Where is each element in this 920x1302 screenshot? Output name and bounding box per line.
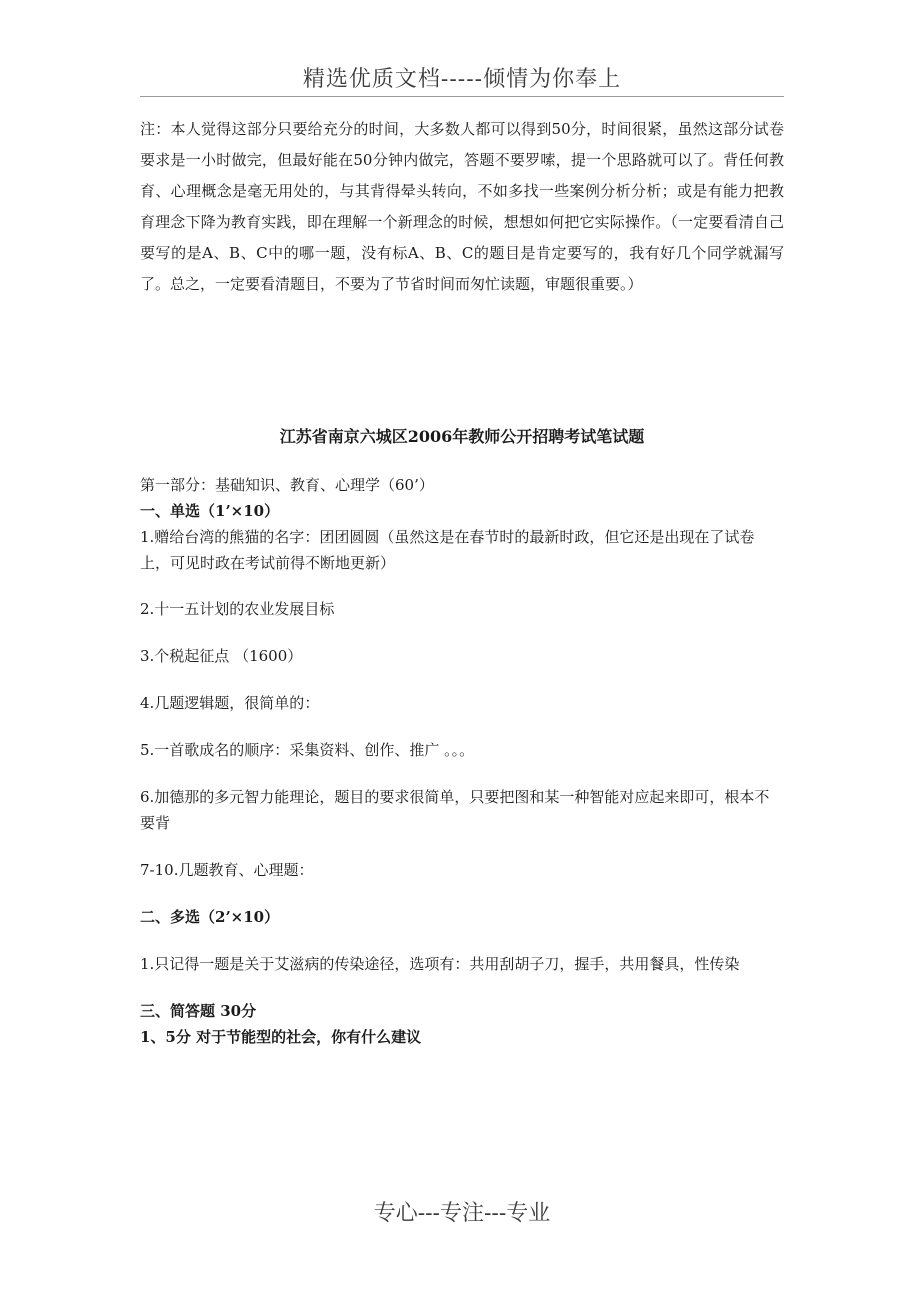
short-answer-1: 1、5分 对于节能型的社会，你有什么建议 xyxy=(140,1028,422,1046)
question-3: 3.个税起征点 （1600） xyxy=(140,647,303,665)
section-multiple-choice: 二、多选（2’×10） xyxy=(140,908,280,926)
note-paragraph: 注：本人觉得这部分只要给充分的时间，大多数人都可以得到50分，时间很紧，虽然这部分试卷要求是一小时做完，但最好能在50分钟内做完，答题不要罗嗦，提一个思路就可以了。背任何教育、心理概念是毫无用处的，与其背得晕头转向，不如多找一些案例分析分析；或是有能力把教育理念下降为教育实践，即在理解一个新理念的时候，想想如何把它实际操作。（一定要看清自己要写的是A、B、C中的哪一题，没有标A、B、C的题目是肯定要写的，我有好几个同学就漏写了。总之，一定要看清题目，不要为了节省时间而匆忙读题，审题很重要。） xyxy=(140,120,784,293)
exam-title: 江苏省南京六城区2006年教师公开招聘考试笔试题 xyxy=(279,427,645,446)
header-divider xyxy=(140,96,784,97)
question-2: 2.十一五计划的农业发展目标 xyxy=(140,600,335,618)
part-one-heading: 第一部分：基础知识、教育、心理学（60’） xyxy=(140,476,434,494)
section-single-choice: 一、单选（1’×10） xyxy=(140,502,280,520)
page-footer: 专心---专注---专业 xyxy=(373,1201,551,1226)
question-6: 6.加德那的多元智力能理论，题目的要求很简单，只要把图和某一种智能对应起来即可，根本不要背 xyxy=(140,788,770,832)
question-5: 5.一首歌成名的顺序：采集资料、创作、推广 。。。 xyxy=(140,741,475,759)
question-7-10: 7-10.几题教育、心理题： xyxy=(140,861,314,879)
exam-content xyxy=(140,472,784,1050)
question-1: 1.赠给台湾的熊猫的名字：团团圆圆（虽然这是在春节时的最新时政，但它还是出现在了试卷上，可见时政在考试前得不断地更新） xyxy=(140,528,755,572)
multi-question-1: 1.只记得一题是关于艾滋病的传染途径，选项有：共用刮胡子刀，握手，共用餐具，性传染 xyxy=(140,955,740,973)
page-header: 精选优质文档-----倾情为你奉上 xyxy=(302,67,622,92)
section-short-answer: 三、简答题 30分 xyxy=(140,1002,257,1020)
question-4: 4.几题逻辑题，很简单的： xyxy=(140,694,320,712)
